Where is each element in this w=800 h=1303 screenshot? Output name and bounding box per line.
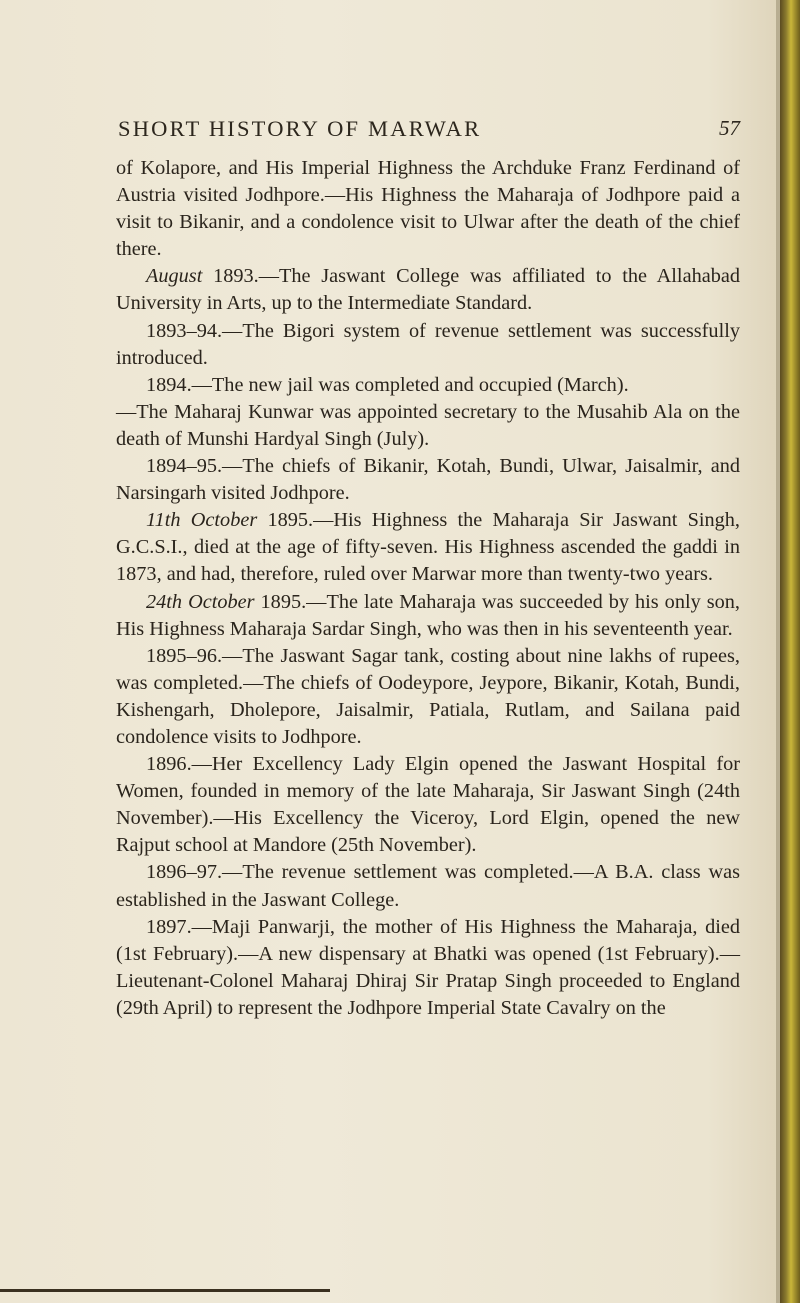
paragraph-entry	[116, 453, 740, 507]
running-title: SHORT HISTORY OF MARWAR	[118, 116, 482, 141]
paragraph-text: 1894–95.—The chiefs of Bikanir, Kotah, Bundi, Ulwar, Jaisalmir, and Narsingarh visited Jodhpore.	[116, 455, 740, 505]
page-bottom-edge	[0, 1289, 330, 1292]
paragraph-entry	[116, 643, 740, 751]
paragraph-lead: 11th October	[146, 509, 258, 532]
paragraph-text: —The Maharaj Kunwar was appointed secretary to the Musahib Ala on the death of Munshi Hardyal Singh (July).	[116, 400, 740, 450]
paragraph-continuation	[116, 155, 740, 263]
paragraph-lead: August	[146, 265, 203, 288]
paragraph-text: 1893.—The Jaswant College was affiliated to the Allahabad University in Arts, up to the Intermediate Standard.	[116, 265, 740, 315]
body-text	[116, 155, 740, 1022]
paragraph-text: 1895.—His Highness the Maharaja Sir Jaswant Singh, G.C.S.I., died at the age of fifty-seven. His Highness ascended the gaddi in 1873, and had, therefore, ruled over Marwar more than twenty-two years.	[116, 509, 740, 586]
paragraph-entry	[116, 372, 740, 399]
paragraph-entry	[116, 859, 740, 913]
paragraph-entry	[116, 751, 740, 859]
paragraph-entry	[116, 263, 740, 317]
paragraph-entry	[116, 507, 740, 588]
book-spine-edge	[780, 0, 800, 1303]
paragraph-text: of Kolapore, and His Imperial Highness the Archduke Franz Ferdinand of Austria visited Jodhpore.—His Highness the Maharaja of Jodhpore paid a visit to Bikanir, and a condolence visit to Ulwar after the death of the chief there.	[116, 157, 740, 261]
paragraph-entry	[116, 914, 740, 1022]
paragraph-entry	[116, 589, 740, 643]
running-header	[118, 116, 740, 150]
paragraph-text: 1895.—The late Maharaja was succeeded by his only son, His Highness Maharaja Sardar Singh, who was then in his seventeenth year.	[116, 590, 740, 640]
paragraph-entry	[116, 399, 740, 453]
paragraph-text: 1896.—Her Excellency Lady Elgin opened the Jaswant Hospital for Women, founded in memory of the late Maharaja, Sir Jaswant Singh (24th November).—His Excellency the Viceroy, Lord Elgin, opened the new Rajput school at Mandore (25th November).	[116, 753, 740, 857]
paragraph-lead: 24th October	[146, 590, 255, 613]
paragraph-text: 1894.—The new jail was completed and occupied (March).	[146, 373, 629, 396]
paragraph-entry	[116, 318, 740, 372]
page-number: 57	[719, 116, 740, 140]
paragraph-text: 1893–94.—The Bigori system of revenue settlement was successfully introduced.	[116, 319, 740, 369]
paragraph-text: 1897.—Maji Panwarji, the mother of His Highness the Maharaja, died (1st February).—A new dispensary at Bhatki was opened (1st February).—Lieutenant-Colonel Maharaj Dhiraj Sir Pratap Singh proceeded to England (29th April) to represent the Jodhpore Imperial State Cavalry on the	[116, 915, 740, 1019]
paragraph-text: 1895–96.—The Jaswant Sagar tank, costing about nine lakhs of rupees, was completed.—The chiefs of Oodeypore, Jeypore, Bikanir, Kotah, Bundi, Kishengarh, Dholepore, Jaisalmir, Patiala, Rutlam, and Sailana paid condolence visits to Jodhpore.	[116, 644, 740, 748]
paragraph-text: 1896–97.—The revenue settlement was completed.—A B.A. class was established in the Jaswant College.	[116, 861, 740, 911]
